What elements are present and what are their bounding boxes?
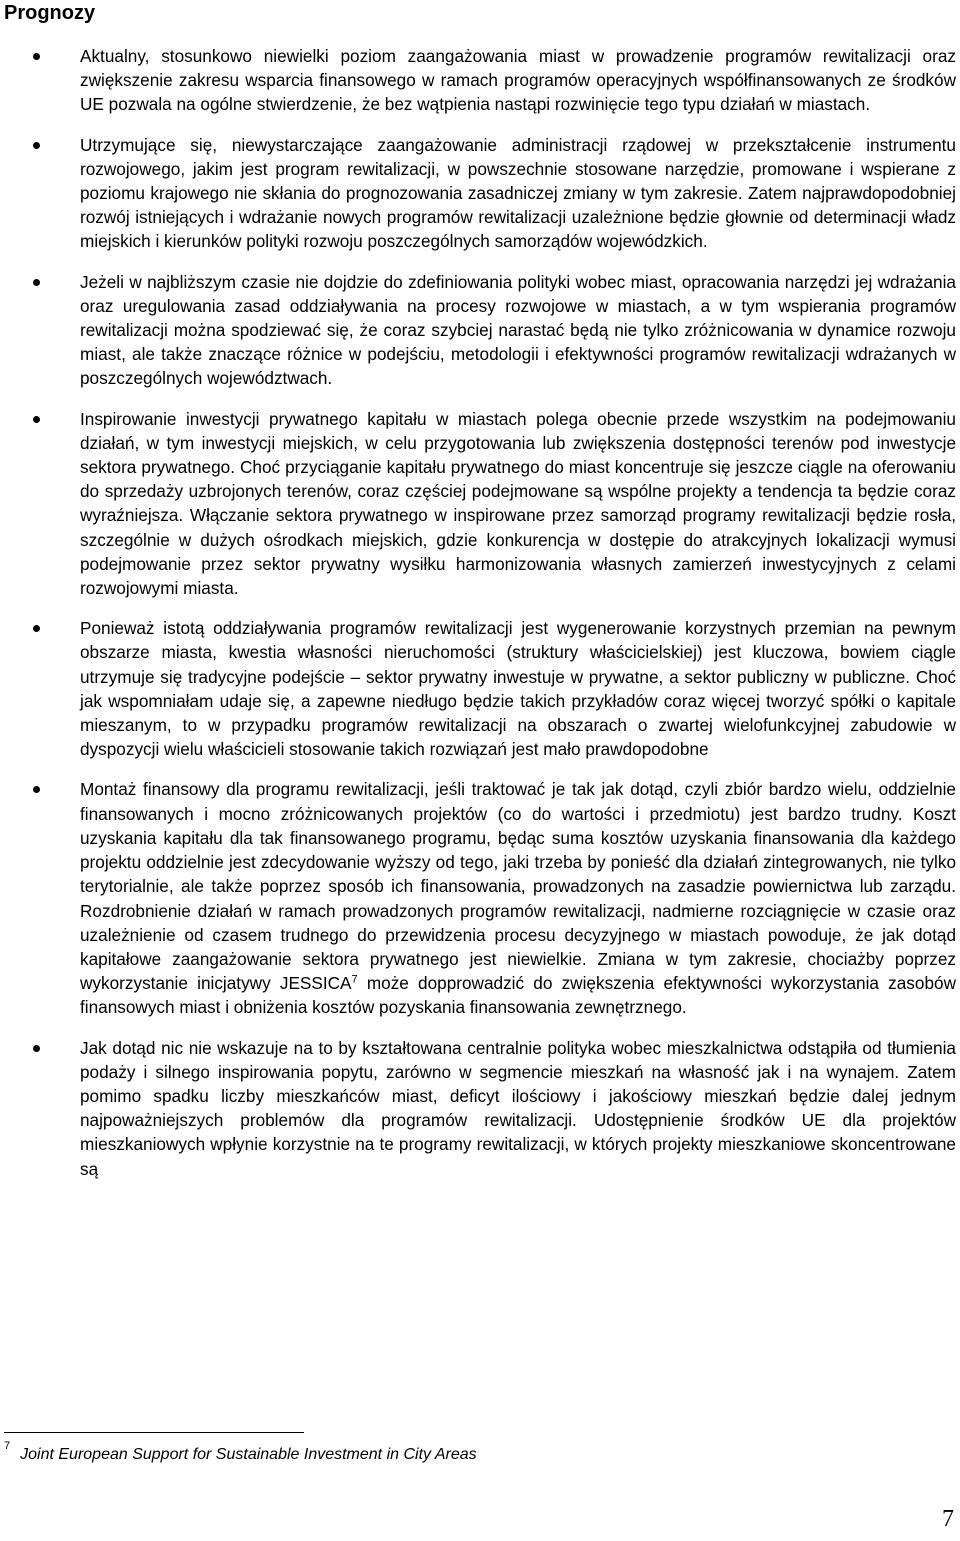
list-item-text: Montaż finansowy dla programu rewitalizacji, jeśli traktować je tak jak dotąd, czyli zbiór bardzo wielu, oddzielnie finansowanych i mocno zróżnicowanych projektów (co do wartości i przedmiotu) jest bardzo trudny. Koszt uzyskania kapitału dla tak finansowanego programu, będąc suma kosztów uzyskania finansowania dla każdego projektu oddzielnie jest zdecydowanie wyższy od tego, jaki trzeba by ponieść dla działań zintegrowanych, nie tylko terytorialnie, ale także poprzez sposób ich finansowania, prowadzonych na zasadzie powiernictwa lub zarządu. Rozdrobnienie działań w ramach prowadzonych programów rewitalizacji, nadmierne rozciągnięcie w czasie oraz uzależnienie od czasem trudnego do przewidzenia procesu decyzyjnego w miastach powoduje, że jak dotąd kapitałowe zaangażowanie sektora prywatnego jest niewielkie. Zmiana w tym zakresie, chociażby poprzez wykorzystanie inicjatywy JESSICA: [80, 779, 956, 994]
list-item-text: Jak dotąd nic nie wskazuje na to by kształtowana centralnie polityka wobec mieszkalnictwa odstąpiła od tłumienia podaży i silnego inspirowania popytu, zarówno w segmencie mieszkań na własność jak i na wynajem. Zatem pomimo spadku liczby mieszkańców miast, deficyt ilościowy i jakościowy mieszkań będzie dalej jednym najpoważniejszych problemów dla programów rewitalizacji. Udostępnienie środków UE dla projektów mieszkaniowych wpłynie korzystnie na te programy rewitalizacji, w których projekty mieszkaniowe skoncentrowane są: [80, 1037, 956, 1179]
bullet-icon: [33, 1045, 40, 1052]
list-item: [80, 270, 956, 391]
bullet-icon: [33, 416, 40, 423]
footnote-reference: 7: [351, 973, 358, 986]
bullet-icon: [33, 53, 40, 60]
bullet-icon: [33, 142, 40, 149]
footnote-separator: [4, 1432, 304, 1433]
list-item: [80, 407, 956, 601]
list-item-text: Ponieważ istotą oddziaływania programów rewitalizacji jest wygenerowanie korzystnych przemian na pewnym obszarze miasta, kwestia własności nieruchomości (struktury właścicielskiej) jest kluczowa, bowiem ciągle utrzymuje się tradycyjne podejście – sektor prywatny inwestuje w prywatne, a sektor publiczny w publiczne. Choć jak wspomniałam udaje się, a zapewne niedługo będzie takich przykładów coraz więcej tworzyć spółki o kapitale mieszanym, to w przypadku programów rewitalizacji na obszarach o zwartej wielofunkcyjnej zabudowie w dyspozycji wielu właścicieli stosowanie takich rozwiązań jest mało prawdopodobne: [80, 618, 956, 760]
bullet-icon: [33, 279, 40, 286]
list-item: [80, 133, 956, 254]
section-heading: Prognozy: [4, 2, 96, 24]
bullet-icon: [33, 786, 40, 793]
bullet-list: [0, 44, 960, 1197]
footnote-text: Joint European Support for Sustainable Investment in City Areas: [20, 1446, 477, 1463]
footnote: [4, 1440, 477, 1465]
list-item-text: Inspirowanie inwestycji prywatnego kapitału w miastach polega obecnie przede wszystkim na podejmowaniu działań, w tym inwestycji miejskich, w celu przygotowania lub zwiększenia dostępności terenów pod inwestycje sektora prywatnego. Choć przyciąganie kapitału prywatnego do miast koncentruje się jeszcze ciągle na oferowaniu do sprzedaży uzbrojonych terenów, coraz częściej podejmowane są wspólne projekty a tendencja ta będzie coraz wyraźniejsza. Włączanie sektora prywatnego w inspirowane przez samorząd programy rewitalizacji będzie rosła, szczególnie w dużych ośrodkach miejskich, gdzie konkurencja w dostępie do atrakcyjnych lokalizacji wymusi podejmowanie przez sektor prywatny wysiłku harmonizowania własnych zamierzeń inwestycyjnych z celami rozwojowymi miasta.: [80, 408, 956, 599]
list-item-text: Utrzymujące się, niewystarczające zaangażowanie administracji rządowej w przekształcenie instrumentu rozwojowego, jakim jest program rewitalizacji, w powszechnie stosowane narzędzie, promowane i wspierane z poziomu krajowego nie skłania do prognozowania zasadniczej zmiany w tym zakresie. Zatem najprawdopodobniej rozwój istniejących i wdrażanie nowych programów rewitalizacji uzależnione będzie głownie od determinacji władz miejskich i kierunków polityki rozwoju poszczególnych samorządów wojewódzkich.: [80, 134, 956, 252]
list-item-text: Aktualny, stosunkowo niewielki poziom zaangażowania miast w prowadzenie programów rewitalizacji oraz zwiększenie zakresu wsparcia finansowego w ramach programów operacyjnych współfinansowanych ze środków UE pozwala na ogólne stwierdzenie, że bez wątpienia nastąpi rozwinięcie tego typu działań w miastach.: [80, 46, 956, 115]
list-item-text-continued: może dopprowadzić do zwiększenia efektywności wykorzystania zasobów finansowych miast i obniżenia kosztów pozyskania finansowania zewnętrznego.: [80, 973, 956, 1018]
list-item: [80, 44, 956, 117]
list-item: [80, 1036, 956, 1181]
page-number: 7: [942, 1506, 954, 1532]
list-item: [80, 777, 956, 1019]
list-item: [80, 616, 956, 761]
bullet-icon: [33, 625, 40, 632]
footnote-number: 7: [4, 1440, 11, 1452]
list-item-text: Jeżeli w najbliższym czasie nie dojdzie do zdefiniowania polityki wobec miast, opracowania narzędzi jej wdrażania oraz uregulowania zasad oddziaływania na procesy rozwojowe w miastach, a w tym wspierania programów rewitalizacji można spodziewać się, że coraz szybciej narastać będą nie tylko zróżnicowania w dynamice rozwoju miast, ale także znaczące różnice w podejściu, metodologii i efektywności programów rewitalizacji wdrażanych w poszczególnych województwach.: [80, 271, 956, 389]
